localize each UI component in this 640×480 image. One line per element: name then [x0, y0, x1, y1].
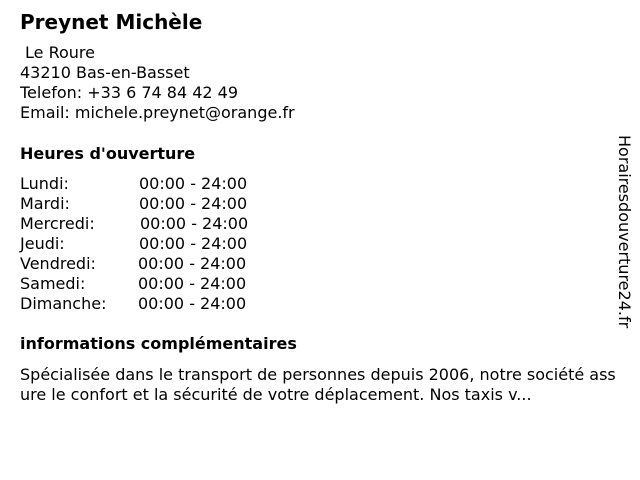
time-range: 00:00 - 24:00	[139, 174, 248, 193]
time-range: 00:00 - 24:00	[138, 274, 247, 293]
hours-row-sunday	[20, 294, 280, 314]
time-range: 00:00 - 24:00	[140, 214, 249, 233]
time-range: 00:00 - 24:00	[139, 194, 248, 213]
day-label: Samedi:	[20, 274, 86, 293]
time-range: 00:00 - 24:00	[138, 254, 247, 273]
email-line: Email: michele.preynet@orange.fr	[20, 103, 295, 122]
time-range: 00:00 - 24:00	[139, 234, 248, 253]
day-label: Jeudi:	[20, 234, 65, 253]
contact-block	[20, 43, 295, 123]
hours-row-tuesday	[20, 194, 280, 214]
hours-row-monday	[20, 174, 280, 194]
hours-row-thursday	[20, 234, 280, 254]
site-watermark: Horairesdouverture24.fr	[615, 135, 634, 329]
hours-row-wednesday	[20, 214, 280, 234]
hours-row-friday	[20, 254, 280, 274]
opening-hours-heading: Heures d'ouverture	[20, 144, 196, 163]
day-label: Mercredi:	[20, 214, 95, 233]
time-range: 00:00 - 24:00	[138, 294, 247, 313]
business-description: Spécialisée dans le transport de personnes depuis 2006, notre société assure le confort et la sécurité de votre déplacement. Nos taxis v...	[20, 365, 616, 404]
hours-row-saturday	[20, 274, 280, 294]
additional-info-heading: informations complémentaires	[20, 334, 297, 353]
business-name: Preynet Michèle	[20, 10, 203, 34]
postal-city: 43210 Bas-en-Basset	[20, 63, 190, 82]
day-label: Mardi:	[20, 194, 70, 213]
day-label: Dimanche:	[20, 294, 107, 313]
day-label: Lundi:	[20, 174, 69, 193]
day-label: Vendredi:	[20, 254, 96, 273]
phone-line: Telefon: +33 6 74 84 42 49	[20, 83, 239, 102]
street-address: Le Roure	[25, 43, 95, 62]
opening-hours-list	[20, 174, 280, 314]
